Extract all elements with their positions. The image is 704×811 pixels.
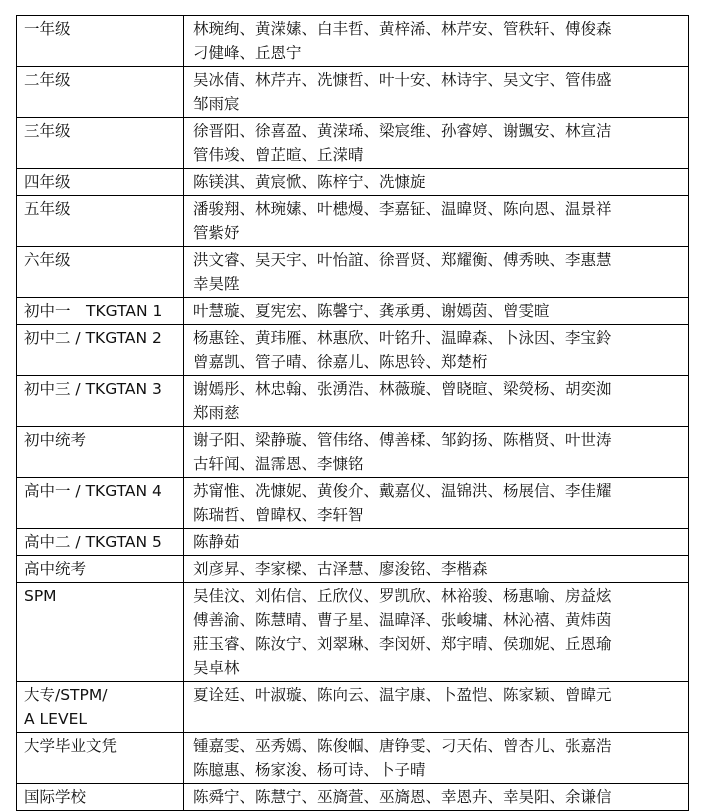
student-names-line: 夏诠廷、叶淑璇、陈向云、温宇康、卜盈恺、陈家颖、曾暐元 xyxy=(193,686,612,704)
grade-label-cell xyxy=(17,733,184,784)
student-names-line: 邹雨宸 xyxy=(193,95,240,113)
grade-label: 三年级 xyxy=(24,122,71,140)
student-names-cell xyxy=(184,682,689,733)
student-names-line: 徐晋阳、徐喜盈、黄溁琋、梁宸维、孙睿婷、谢颽安、林宣洁 xyxy=(193,122,612,140)
grade-label: 五年级 xyxy=(24,200,71,218)
student-list-table xyxy=(16,15,689,811)
grade-label: 六年级 xyxy=(24,251,71,269)
student-names-line: 苏甯惟、冼慷妮、黄俊介、戴嘉仪、温锦洪、杨展信、李佳耀 xyxy=(193,482,612,500)
student-names-cell xyxy=(184,196,689,247)
grade-label: 一年级 xyxy=(24,20,71,38)
student-names-line: 管伟竣、曾芷暄、丘溁晴 xyxy=(193,146,364,164)
table-body xyxy=(17,16,689,811)
student-names-line: 陈静茹 xyxy=(193,533,240,551)
student-names-cell xyxy=(184,118,689,169)
student-names-line: 陈臆惠、杨家浚、杨可诗、卜子晴 xyxy=(193,761,426,779)
table-row xyxy=(17,556,689,583)
grade-label-cell xyxy=(17,247,184,298)
student-names-cell xyxy=(184,67,689,118)
student-names-line: 洪文睿、吴天宇、叶怡誼、徐晋贤、郑耀衡、傅秀映、李惠慧 xyxy=(193,251,612,269)
student-names-line: 刘彦昇、李家樑、古泽慧、廖浚铭、李楷森 xyxy=(193,560,488,578)
student-names-cell xyxy=(184,583,689,682)
student-names-cell xyxy=(184,376,689,427)
student-names-line: 谢子阳、梁静璇、管伟络、傅善楺、邹鈞扬、陈楷贤、叶世涛 xyxy=(193,431,612,449)
grade-label: 初中二 / TKGTAN 2 xyxy=(24,329,162,347)
student-names-line: 吴佳汶、刘佑信、丘欣仪、罗凯欣、林裕骏、杨惠喻、房益炫 xyxy=(193,587,612,605)
table-row xyxy=(17,682,689,733)
grade-label-cell xyxy=(17,169,184,196)
table-row xyxy=(17,298,689,325)
table-row xyxy=(17,733,689,784)
grade-label-cell xyxy=(17,556,184,583)
table-row xyxy=(17,247,689,298)
student-names-line: 管紫妤 xyxy=(193,224,240,242)
table-row xyxy=(17,325,689,376)
table-row xyxy=(17,529,689,556)
student-names-cell xyxy=(184,784,689,811)
grade-label-cell xyxy=(17,583,184,682)
student-names-cell xyxy=(184,478,689,529)
student-names-line: 锺嘉雯、巫秀嫣、陈俊帼、唐铮雯、刁天佑、曾杏儿、张嘉浩 xyxy=(193,737,612,755)
grade-label: 大学毕业文凭 xyxy=(24,737,118,755)
student-names-cell xyxy=(184,427,689,478)
student-names-line: 叶慧璇、夏宪宏、陈馨宁、龚承勇、谢嫣茵、曾雯暄 xyxy=(193,302,550,320)
grade-label-cell xyxy=(17,325,184,376)
student-names-cell xyxy=(184,169,689,196)
student-names-line: 古轩闻、温霈恩、李慷铭 xyxy=(193,455,364,473)
grade-label-cell xyxy=(17,376,184,427)
student-names-line: 郑雨慈 xyxy=(193,404,240,422)
grade-label: 初中三 / TKGTAN 3 xyxy=(24,380,162,398)
grade-label: 高中一 / TKGTAN 4 xyxy=(24,482,162,500)
table-row xyxy=(17,427,689,478)
student-names-line: 吴卓林 xyxy=(193,659,240,677)
grade-label: A LEVEL xyxy=(24,710,87,728)
table-row xyxy=(17,196,689,247)
table-row xyxy=(17,478,689,529)
grade-label-cell xyxy=(17,682,184,733)
grade-label-cell xyxy=(17,196,184,247)
grade-label: 高中统考 xyxy=(24,560,87,578)
student-names-line: 杨惠铨、黄玮雁、林惠欣、叶铭升、温暐森、卜泳因、李宝鈴 xyxy=(193,329,612,347)
student-names-line: 潘骏翔、林琬嫊、叶槵熳、李嘉钲、温暐贤、陈向恩、温景祥 xyxy=(193,200,612,218)
student-names-line: 吴冰倩、林芹卉、冼慷哲、叶十安、林诗宇、吴文宇、管伟盛 xyxy=(193,71,612,89)
student-names-line: 莊玉睿、陈汝宁、刘翠琳、李闵妍、郑宇晴、侯珈妮、丘恩瑜 xyxy=(193,635,612,653)
table-row xyxy=(17,169,689,196)
student-names-line: 曾嘉凯、管子晴、徐嘉儿、陈思铃、郑楚桁 xyxy=(193,353,488,371)
grade-label: 国际学校 xyxy=(24,788,87,806)
student-names-line: 陈瑞哲、曾暐权、李轩智 xyxy=(193,506,364,524)
grade-label-cell xyxy=(17,427,184,478)
table-row xyxy=(17,67,689,118)
student-names-cell xyxy=(184,529,689,556)
grade-label: 四年级 xyxy=(24,173,71,191)
student-names-line: 陈舜宁、陈慧宁、巫旖萱、巫旖恩、幸恩卉、幸昊阳、余谦信 xyxy=(193,788,612,806)
grade-label: 二年级 xyxy=(24,71,71,89)
student-names-line: 幸昊陞 xyxy=(193,275,240,293)
student-names-line: 傅善渝、陈慧晴、曹子星、温暐泽、张峻墉、林沁禧、黄炜茵 xyxy=(193,611,612,629)
grade-label: SPM xyxy=(24,587,57,605)
table-row xyxy=(17,376,689,427)
student-names-cell xyxy=(184,298,689,325)
student-names-line: 陈镁淇、黄宸惞、陈梓宁、冼慷旋 xyxy=(193,173,426,191)
table-row xyxy=(17,784,689,811)
grade-label-cell xyxy=(17,16,184,67)
grade-label: 高中二 / TKGTAN 5 xyxy=(24,533,162,551)
grade-label: 大专/STPM/ xyxy=(24,686,108,704)
grade-label: 初中统考 xyxy=(24,431,87,449)
student-names-cell xyxy=(184,16,689,67)
student-names-line: 谢嫣彤、林忠翰、张湧浩、林薇璇、曾晓暄、梁熒杨、胡奕洳 xyxy=(193,380,612,398)
student-names-line: 林琬绚、黄溁嫊、白丰哲、黄梓浠、林芹安、管秩轩、傅俊森 xyxy=(193,20,612,38)
student-names-cell xyxy=(184,733,689,784)
table-row xyxy=(17,118,689,169)
grade-label-cell xyxy=(17,67,184,118)
grade-label-cell xyxy=(17,478,184,529)
grade-label-cell xyxy=(17,784,184,811)
grade-label-cell xyxy=(17,529,184,556)
grade-label-cell xyxy=(17,118,184,169)
table-row xyxy=(17,583,689,682)
student-names-line: 刁健峰、丘恩宁 xyxy=(193,44,302,62)
student-names-cell xyxy=(184,556,689,583)
grade-label-cell xyxy=(17,298,184,325)
student-names-cell xyxy=(184,247,689,298)
table-row xyxy=(17,16,689,67)
grade-label: 初中一 TKGTAN 1 xyxy=(24,302,163,320)
student-names-cell xyxy=(184,325,689,376)
